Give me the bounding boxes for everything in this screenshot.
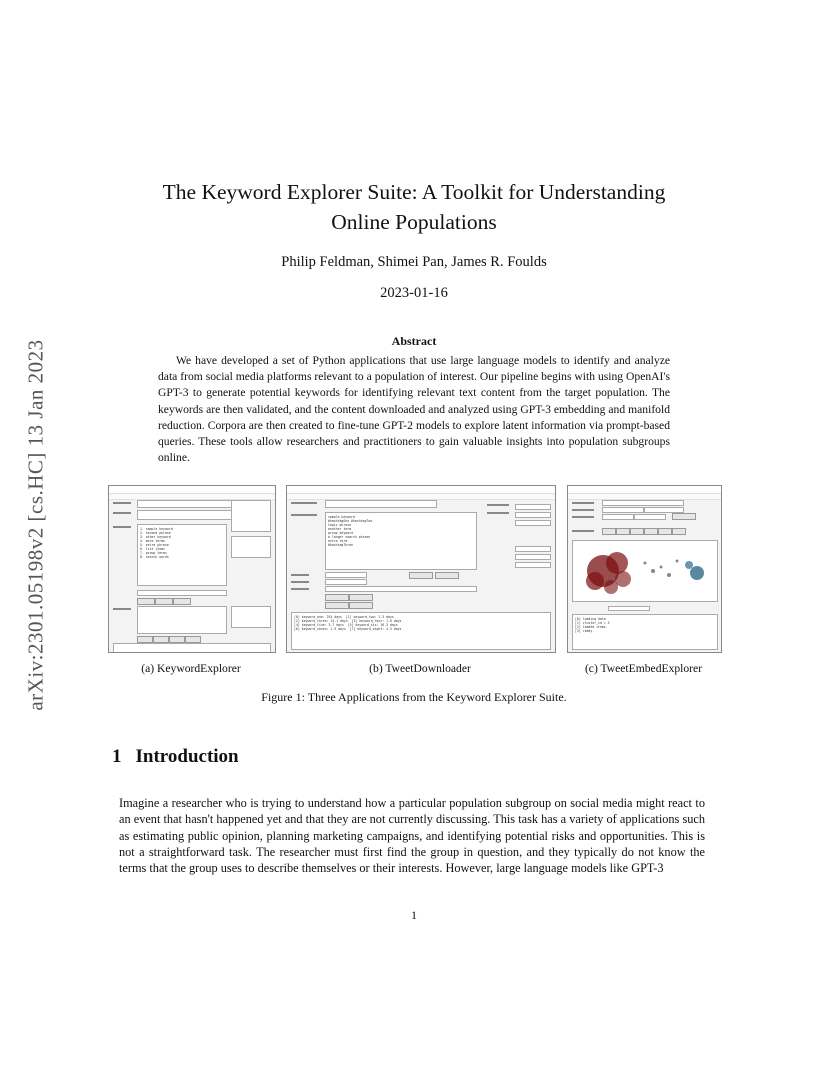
embedding-scatter-plot [573,541,717,601]
paper-title [100,177,728,237]
screenshot-keyword-explorer: 1. sample keyword 2. second phrase 3. other keyword 4. more terms 5. extra phrase 6. list items 7. group terms 8. search words [108,485,276,653]
arxiv-sidebar [20,290,52,760]
title-line-1: The Keyword Explorer Suite: A Toolkit for Understanding [162,180,666,204]
page-number: 1 [411,908,417,922]
figure-caption: Figure 1: Three Applications from the Keyword Explorer Suite. [261,690,567,704]
subcaption-b: (b) TweetDownloader [369,662,471,675]
subcaption-a: (a) KeywordExplorer [141,662,241,675]
arxiv-id: arXiv:2301.05198v2 [cs.HC] 13 Jan 2023 [23,339,48,711]
title-line-2: Online Populations [331,210,497,234]
authors: Philip Feldman, Shimei Pan, James R. Foulds [281,254,547,270]
section-title: Introduction [135,746,239,767]
subcaption-c: (c) TweetEmbedExplorer [584,662,703,675]
intro-paragraph: Imagine a researcher who is trying to understand how a particular population subgroup on social media might react to an event that hasn't happened yet and that they are not currently discussing. This task has a variety of applications such as estimating public opinion, planning marketing campaigns, and identifying potential risks and opportunities. This is not a straightforward task. The researcher must first find the group in question, and they typically do not know the terms that the group uses to describe themselves or their interests. However, large language models like GPT-3 [119,796,705,876]
screenshot-tweet-downloader: sample_keyword #hashtagOne #hashtagTwo topic phrase another term group keyword a longer search phrase extra term #hashtagThree [0] keyword_one: 254 days [1] keyword_two: 2.3 days [2] keyword_three: 14.1 days [3] keyword_four: 1.6 days [4] keyword_five: 3.7 days [5] keyword_six: 16.3 days [6] keyword_seven: 2.9 days [7] keyword_eight: 4.5 days [286,485,556,653]
date: 2023-01-16 [380,285,448,301]
abstract-text: We have developed a set of Python applications that use large language models to identify and analyze data from social media platforms relevant to a population of interest. Our pipeline begins with using OpenAI's GPT-3 to generate potential keywords for identifying relevant text content from the target population. The keywords are then validated, and the content downloaded and analyzed using GPT-3 embedding and manifold reduction. Corpora are then created to fine-tune GPT-2 models to explore latent information via prompt-based queries. These tools allow researchers and practitioners to gain valuable insights into population subgroups online. [158,354,670,465]
screenshot-tweet-embed-explorer: [0] loading data [1] cluster_id = 5 [2] loaded items [3] ready [567,485,722,653]
section-number: 1 [112,746,122,767]
abstract-heading: Abstract [391,334,437,348]
section-heading [112,746,239,768]
